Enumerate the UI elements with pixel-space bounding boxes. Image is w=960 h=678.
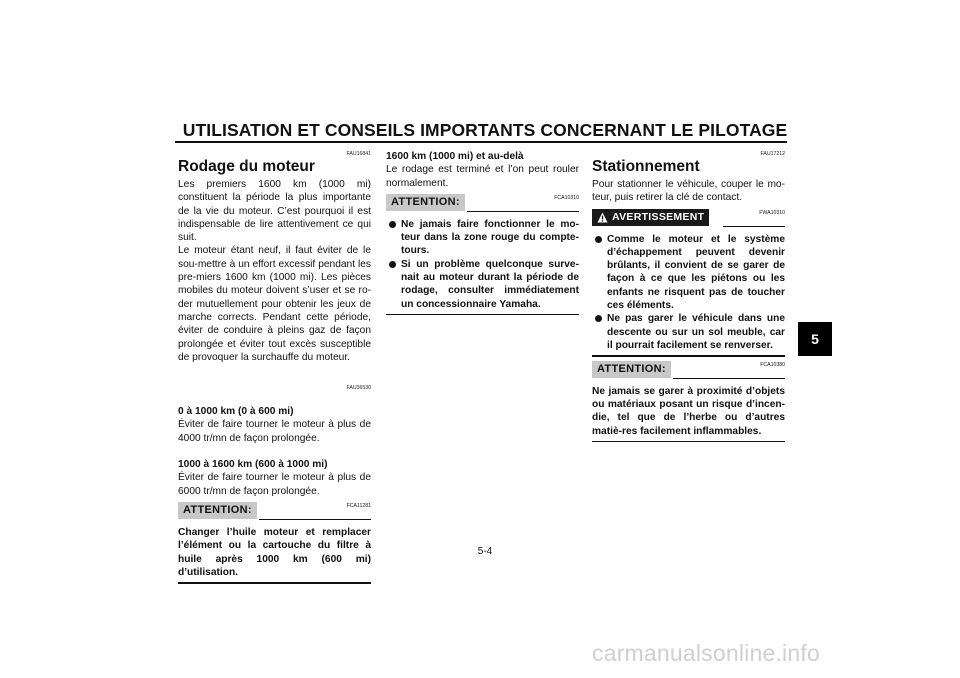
section-title-parking: Stationnement (592, 158, 700, 175)
column-parking (592, 150, 785, 442)
subheading: 0 à 1000 km (0 à 600 mi) (178, 406, 294, 418)
notice-end-rule (386, 314, 579, 316)
notice-end-rule (592, 355, 785, 357)
page-title: UTILISATION ET CONSEILS IMPORTANTS CONCERNANT LE PILOTAGE (182, 120, 788, 140)
column-after-break-in (386, 150, 579, 315)
paragraph: Les premiers 1600 km (1000 mi) constituent la période la plus importante de la vie du moteur. C’est pourquoi il est indispensable de lire attentivement ce qui suit. (178, 179, 371, 244)
attention-list (386, 218, 579, 311)
paragraph: Le moteur étant neuf, il faut éviter de le sou-mettre à un effort excessif pendant les pre-miers 1600 km (1000 mi). Les pièces mobiles du moteur doivent s’user et se ro-der mutuellement pour obtenir les jeux de marche corrects. Pendant cette période, éviter de conduire à pleins gaz de façon prolongée et éviter tout excès susceptible de provoquer la surchauffe du moteur. (178, 245, 371, 363)
paragraph: Pour stationner le véhicule, couper le mo-teur, puis retirer la clé de contact. (592, 179, 785, 204)
bullet-icon (389, 261, 396, 268)
notice-code: FCA10380 (760, 361, 785, 368)
paragraph: Éviter de faire tourner le moteur à plus de 6000 tr/mn de façon prolongée. (178, 472, 371, 497)
notice-code: FCA10310 (554, 194, 579, 201)
subheading: 1600 km (1000 mi) et au-delà (386, 151, 524, 162)
warning-triangle-icon (597, 212, 608, 223)
watermark: carmanualsonline.info (592, 640, 820, 666)
bullet-icon (389, 221, 396, 228)
attention-notice (386, 192, 579, 214)
section-code: FAU17212 (760, 151, 785, 157)
column-engine-break-in (178, 150, 371, 584)
attention-notice (178, 500, 371, 522)
subheading: 1000 à 1600 km (600 à 1000 mi) (178, 459, 328, 471)
chapter-tab: 5 (798, 322, 832, 356)
bullet-icon (595, 315, 602, 322)
list-item: Ne jamais faire fonctionner le mo-teur dans la zone rouge du compte-tours. (386, 218, 579, 258)
notice-end-rule (592, 441, 785, 443)
warning-notice (592, 207, 785, 229)
section-code: FAU16841 (346, 151, 371, 157)
attention-text: Changer l’huile moteur et remplacer l’élément ou la cartouche du filtre à huile après 1000 km (600 mi) d’utilisation. (178, 526, 371, 578)
attention-badge: ATTENTION: (178, 502, 257, 519)
list-item: Si un problème quelconque surve-nait au moteur durant la période de rodage, consulter immédiatement un concessionnaire Yamaha. (386, 258, 579, 311)
bullet-icon (595, 236, 602, 243)
list-item: Comme le moteur et le système d’échappement peuvent devenir brûlants, il convient de se garer de façon à ce que les piétons ou les enfants ne risquent pas de toucher ces éléments. (592, 233, 785, 313)
page-number: 5-4 (477, 546, 493, 557)
header-rule (175, 141, 787, 143)
list-item: Ne pas garer le véhicule dans une descente ou sur un sol meuble, car il pourrait facilement se renverser. (592, 312, 785, 352)
attention-badge: ATTENTION: (386, 194, 465, 211)
notice-code: FCA11281 (346, 502, 371, 509)
notice-end-rule (178, 582, 371, 584)
attention-notice (592, 359, 785, 381)
paragraph: Éviter de faire tourner le moteur à plus de 4000 tr/mn de façon prolongée. (178, 419, 371, 444)
attention-badge: ATTENTION: (592, 361, 671, 378)
attention-text: Ne jamais se garer à proximité d’objets ou matériaux posant un risque d’incen-die, tel que de l’herbe ou d’autres matiè-res facilement inflammables. (592, 385, 785, 437)
warning-badge: AVERTISSEMENT (592, 209, 709, 226)
paragraph: Le rodage est terminé et l’on peut rouler normalement. (386, 164, 579, 189)
warning-list (592, 233, 785, 353)
section-title-break-in: Rodage du moteur (178, 158, 315, 175)
section-code: FAU36530 (346, 385, 371, 392)
notice-code: FWA10310 (759, 209, 785, 216)
